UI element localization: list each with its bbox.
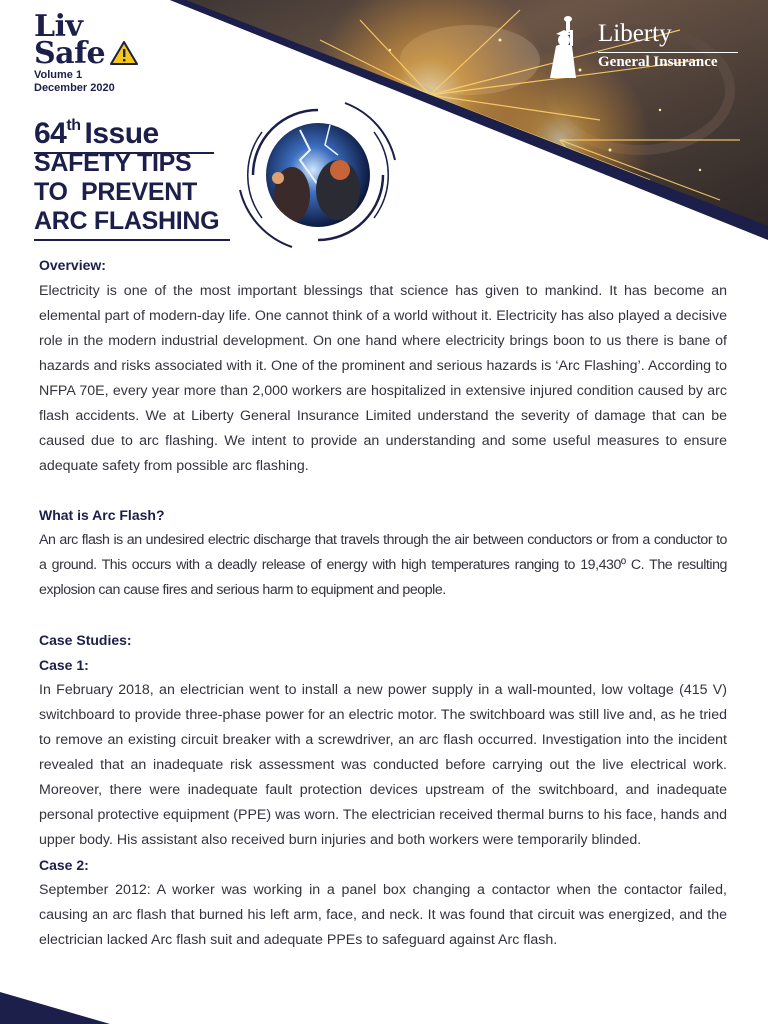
- page-title: [34, 149, 230, 236]
- issue-heading: [34, 108, 214, 154]
- page-title-line: TO PREVENT: [34, 178, 197, 206]
- issue-word: Issue: [84, 117, 159, 150]
- overview-paragraph: Electricity is one of the most important blessings that science has given to mankind. It has become an elemental part of modern-day life. One cannot think of a world without it. Electricity has also played a decisive role in the modern industrial development. On one hand where electricity brings boon to us there is bane of hazards and risks associated with it. One of the prominent and serious hazards is ‘Arc Flashing’. According to NFPA 70E, every year more than 2,000 workers are hospitalized in extensive injured condition caused by arc flash accidents. We at Liberty General Insurance Limited understand the severity of damage that can be caused due to arc flashing. We intent to provide an understanding and some useful measures to ensure adequate safety from possible arc flashing.: [39, 283, 727, 474]
- issue-number: 64: [34, 117, 67, 150]
- case-studies-heading: Case Studies:: [39, 632, 132, 648]
- overview-heading: Overview:: [39, 257, 106, 273]
- masthead-title-line1: Liv: [34, 9, 83, 44]
- warning-triangle-icon: [109, 40, 139, 66]
- case-2-paragraph: September 2012: A worker was working in a panel box changing a contactor when the contactor failed, causing an arc flash that burned his left arm, face, and neck. It was found that circuit was energized, and the electrician lacked Arc flash suit and adequate PPEs to safeguard against Arc flash.: [39, 882, 727, 948]
- case-1-paragraph: In February 2018, an electrician went to install a new power supply in a wall-mounted, low voltage (415 V) switchboard to provide three-phase power for an electric motor. The switchboard was still live and, as he tried to remove an existing circuit breaker with a screwdriver, an arc flash occurred. Investigation into the incident revealed that an inadequate risk assessment was conducted before carrying out the live electrical work. Moreover, there were inadequate fault protection devices upstream of the switchboard, and inadequate personal protective equipment (PPE) was worn. The electrician received thermal burns to his face, hands and upper body. His assistant also received burn injuries and both workers were temporarily blinded.: [39, 682, 727, 848]
- logo-name: Liberty: [598, 20, 672, 47]
- issue-date: December 2020: [34, 82, 115, 94]
- statue-of-liberty-icon: [544, 16, 594, 80]
- what-is-arc-flash-heading: What is Arc Flash?: [39, 507, 165, 523]
- case-1-heading: Case 1:: [39, 657, 89, 673]
- logo-divider: [598, 52, 738, 53]
- logo-subtitle: General Insurance: [598, 54, 718, 70]
- page-title-line: SAFETY TIPS: [34, 149, 192, 177]
- issue-number-suffix: th: [66, 117, 81, 134]
- page-title-line: ARC FLASHING: [34, 207, 220, 235]
- volume-label: Volume 1: [34, 69, 83, 81]
- masthead-title-line2: Safe: [34, 36, 106, 71]
- case-2-heading: Case 2:: [39, 857, 89, 873]
- article-body: [39, 254, 727, 953]
- what-is-arc-flash-paragraph: An arc flash is an undesired electric discharge that travels through the air between conductors or from a conductor to a ground. This occurs with a deadly release of energy with high temperatures ranging to 19,430º C. The resulting explosion can cause fires and serious harm to equipment and people.: [39, 532, 727, 598]
- liberty-logo: [544, 16, 744, 80]
- masthead: [34, 9, 139, 95]
- arc-flash-circle-photo: [240, 103, 395, 247]
- corner-decoration: [0, 984, 120, 1024]
- title-divider: [34, 239, 230, 241]
